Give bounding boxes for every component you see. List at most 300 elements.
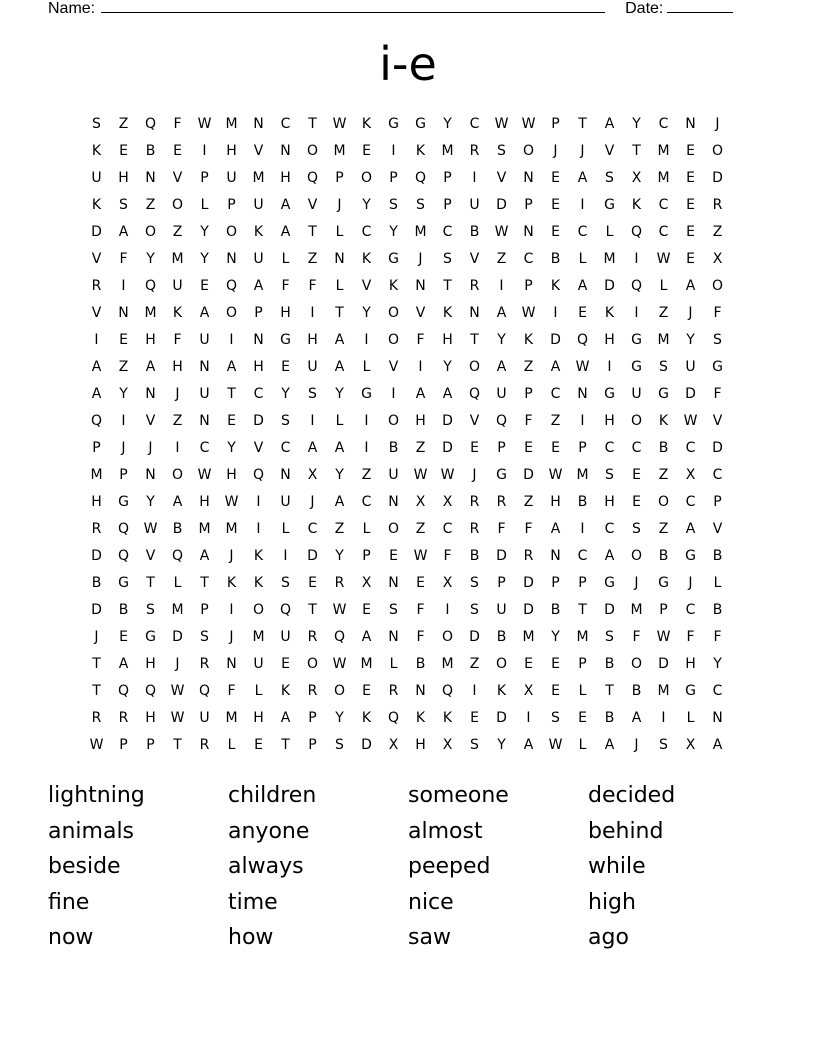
grid-letter: I [499, 278, 504, 294]
grid-letter: L [605, 224, 614, 240]
grid-letter: A [145, 359, 156, 375]
grid-letter: T [308, 224, 317, 240]
grid-letter: V [91, 251, 102, 267]
grid-letter: M [414, 224, 427, 240]
grid-letter: K [631, 197, 642, 213]
grid-letter: A [334, 359, 345, 375]
grid-letter: J [94, 629, 99, 645]
grid-letter: Q [576, 332, 589, 348]
grid-letter: M [576, 629, 589, 645]
grid-letter: M [90, 467, 103, 483]
grid-letter: P [551, 116, 560, 132]
grid-letter: I [202, 143, 207, 159]
grid-letter: U [199, 386, 210, 402]
grid-letter: L [659, 278, 668, 294]
grid-letter: S [146, 602, 155, 618]
grid-letter: G [658, 386, 669, 402]
grid-letter: P [443, 170, 452, 186]
grid-letter: B [604, 656, 615, 672]
grid-letter: V [469, 251, 480, 267]
grid-letter: M [360, 656, 373, 672]
grid-letter: D [307, 548, 318, 564]
grid-letter: D [469, 629, 480, 645]
grid-letter: F [416, 332, 425, 348]
grid-letter: M [603, 251, 616, 267]
grid-letter: R [91, 278, 102, 294]
grid-letter: L [578, 251, 587, 267]
grid-letter: N [415, 278, 426, 294]
grid-letter: G [145, 629, 156, 645]
grid-letter: U [685, 359, 696, 375]
grid-letter: P [524, 197, 533, 213]
grid-letter: X [442, 737, 453, 753]
grid-letter: C [442, 521, 453, 537]
grid-letter: E [200, 278, 209, 294]
grid-letter: Q [252, 467, 265, 483]
grid-letter: I [472, 170, 477, 186]
grid-letter: Q [441, 683, 454, 699]
grid-letter: B [496, 629, 507, 645]
grid-letter: I [256, 494, 261, 510]
grid-letter: I [229, 602, 234, 618]
grid-letter: O [225, 305, 238, 321]
grid-letter: M [657, 332, 670, 348]
grid-letter: H [253, 710, 264, 726]
grid-letter: A [307, 440, 318, 456]
grid-letter: V [253, 440, 264, 456]
grid-letter: S [632, 521, 641, 537]
grid-letter: A [577, 170, 588, 186]
grid-letter: C [604, 440, 615, 456]
grid-letter: N [253, 116, 264, 132]
grid-letter: T [92, 656, 101, 672]
grid-letter: P [308, 737, 317, 753]
grid-letter: C [577, 224, 588, 240]
date-blank-line[interactable] [667, 0, 733, 13]
grid-letter: Y [497, 737, 506, 753]
grid-letter: D [91, 224, 102, 240]
grid-letter: B [712, 548, 723, 564]
grid-letter: N [253, 332, 264, 348]
grid-letter: U [469, 197, 480, 213]
grid-letter: M [225, 521, 238, 537]
grid-letter: R [469, 278, 480, 294]
grid-letter: B [550, 602, 561, 618]
grid-letter: C [685, 602, 696, 618]
grid-letter: B [577, 494, 588, 510]
grid-letter: J [175, 656, 180, 672]
grid-letter: N [118, 305, 129, 321]
word-list-item: high [588, 889, 636, 915]
grid-letter: A [577, 278, 588, 294]
grid-letter: A [523, 737, 534, 753]
grid-letter: E [524, 440, 533, 456]
grid-letter: X [685, 467, 696, 483]
grid-letter: C [550, 386, 561, 402]
grid-letter: U [91, 170, 102, 186]
grid-letter: N [577, 386, 588, 402]
grid-letter: G [280, 332, 291, 348]
grid-letter: K [226, 575, 237, 591]
grid-letter: O [387, 332, 400, 348]
grid-letter: I [121, 413, 126, 429]
grid-letter: E [119, 143, 128, 159]
grid-letter: N [550, 548, 561, 564]
grid-letter: T [92, 683, 101, 699]
grid-letter: O [171, 197, 184, 213]
grid-letter: I [634, 305, 639, 321]
grid-letter: H [253, 359, 264, 375]
grid-letter: Y [389, 224, 398, 240]
grid-letter: X [442, 494, 453, 510]
grid-letter: C [469, 116, 480, 132]
grid-letter: H [604, 494, 615, 510]
grid-letter: A [91, 359, 102, 375]
grid-letter: H [280, 305, 291, 321]
grid-letter: R [523, 548, 534, 564]
grid-letter: U [631, 386, 642, 402]
grid-letter: Z [658, 467, 669, 483]
grid-letter: T [308, 116, 317, 132]
grid-letter: W [440, 467, 455, 483]
grid-letter: B [604, 710, 615, 726]
grid-letter: K [253, 548, 264, 564]
grid-letter: C [361, 494, 372, 510]
grid-letter: Z [172, 413, 183, 429]
grid-letter: S [281, 413, 290, 429]
grid-letter: A [496, 305, 507, 321]
grid-letter: A [334, 494, 345, 510]
grid-letter: W [494, 224, 509, 240]
grid-letter: B [469, 224, 480, 240]
word-list-item: always [228, 854, 304, 879]
word-list-item: how [228, 925, 274, 950]
grid-letter: P [92, 440, 101, 456]
grid-letter: Y [686, 332, 695, 348]
grid-letter: R [199, 737, 210, 753]
grid-letter: F [713, 629, 722, 645]
grid-letter: W [656, 629, 671, 645]
grid-letter: D [496, 548, 507, 564]
grid-letter: A [172, 494, 183, 510]
grid-letter: M [657, 143, 670, 159]
grid-letter: I [310, 305, 315, 321]
grid-letter: L [578, 683, 587, 699]
grid-letter: E [362, 602, 371, 618]
grid-letter: Q [333, 629, 346, 645]
grid-letter: E [362, 683, 371, 699]
grid-letter: G [604, 386, 615, 402]
grid-letter: S [605, 629, 614, 645]
grid-letter: W [143, 521, 158, 537]
grid-letter: Z [523, 359, 534, 375]
grid-letter: M [576, 467, 589, 483]
grid-letter: S [335, 737, 344, 753]
grid-letter: F [119, 251, 128, 267]
grid-letter: G [604, 575, 615, 591]
grid-letter: Y [200, 224, 209, 240]
grid-letter: P [335, 170, 344, 186]
grid-letter: J [229, 548, 234, 564]
grid-letter: P [524, 278, 533, 294]
grid-letter: A [334, 440, 345, 456]
grid-letter: M [441, 656, 454, 672]
grid-letter: Y [119, 386, 128, 402]
grid-letter: O [171, 467, 184, 483]
grid-letter: P [578, 440, 587, 456]
word-list-item: beside [48, 854, 121, 879]
grid-letter: H [442, 332, 453, 348]
grid-letter: T [632, 143, 641, 159]
grid-letter: S [470, 602, 479, 618]
grid-letter: J [229, 629, 234, 645]
grid-letter: R [469, 521, 480, 537]
grid-letter: K [361, 710, 372, 726]
grid-letter: C [307, 521, 318, 537]
grid-letter: Z [469, 656, 480, 672]
grid-letter: N [226, 251, 237, 267]
grid-letter: S [659, 737, 668, 753]
grid-letter: N [523, 224, 534, 240]
grid-letter: Z [334, 521, 345, 537]
grid-letter: E [362, 143, 371, 159]
grid-letter: L [389, 656, 398, 672]
grid-letter: P [308, 710, 317, 726]
grid-letter: O [441, 629, 454, 645]
grid-letter: M [252, 629, 265, 645]
grid-letter: N [523, 170, 534, 186]
grid-letter: F [308, 278, 317, 294]
word-list-item: anyone [228, 818, 310, 844]
grid-letter: B [172, 521, 183, 537]
grid-letter: P [443, 197, 452, 213]
grid-letter: Z [658, 521, 669, 537]
grid-letter: A [226, 359, 237, 375]
grid-letter: I [607, 359, 612, 375]
grid-letter: V [388, 359, 399, 375]
grid-letter: F [713, 386, 722, 402]
grid-letter: I [364, 440, 369, 456]
grid-letter: V [145, 413, 156, 429]
grid-letter: Z [550, 413, 561, 429]
word-list-item: lightning [48, 783, 145, 808]
grid-letter: V [469, 413, 480, 429]
grid-letter: K [280, 683, 291, 699]
grid-letter: K [361, 116, 372, 132]
grid-letter: D [712, 440, 723, 456]
grid-letter: S [443, 251, 452, 267]
grid-letter: H [415, 413, 426, 429]
grid-letter: F [497, 521, 506, 537]
grid-letter: G [361, 386, 372, 402]
grid-letter: Q [630, 224, 643, 240]
grid-letter: G [118, 494, 129, 510]
grid-letter: O [306, 143, 319, 159]
grid-letter: L [335, 224, 344, 240]
grid-letter: N [712, 710, 723, 726]
grid-letter: I [364, 332, 369, 348]
grid-letter: L [713, 575, 722, 591]
grid-letter: J [310, 494, 315, 510]
grid-letter: H [604, 413, 615, 429]
grid-letter: F [524, 521, 533, 537]
grid-letter: C [442, 224, 453, 240]
word-list-item: decided [588, 783, 676, 808]
grid-letter: B [91, 575, 102, 591]
grid-letter: G [685, 548, 696, 564]
grid-letter: P [578, 656, 587, 672]
grid-letter: W [332, 116, 347, 132]
name-blank-line[interactable] [101, 0, 605, 13]
grid-letter: R [307, 683, 318, 699]
grid-letter: M [198, 521, 211, 537]
grid-letter: F [416, 629, 425, 645]
grid-letter: J [715, 116, 720, 132]
grid-letter: P [713, 494, 722, 510]
grid-letter: P [200, 170, 209, 186]
letter-grid [83, 111, 731, 759]
grid-letter: O [711, 143, 724, 159]
grid-letter: B [388, 440, 399, 456]
grid-letter: W [170, 710, 185, 726]
grid-letter: U [253, 197, 264, 213]
grid-letter: A [118, 224, 129, 240]
grid-letter: W [413, 467, 428, 483]
grid-letter: J [688, 305, 693, 321]
grid-letter: N [415, 683, 426, 699]
grid-letter: N [334, 251, 345, 267]
grid-letter: U [199, 710, 210, 726]
grid-letter: J [688, 575, 693, 591]
grid-letter: Q [198, 683, 211, 699]
grid-letter: W [683, 413, 698, 429]
grid-letter: Z [118, 116, 129, 132]
grid-letter: M [252, 170, 265, 186]
grid-letter: V [496, 170, 507, 186]
grid-letter: T [335, 305, 344, 321]
grid-letter: O [387, 305, 400, 321]
grid-letter: Q [90, 413, 103, 429]
grid-letter: M [657, 170, 670, 186]
date-label: Date: [625, 0, 664, 17]
grid-letter: I [283, 548, 288, 564]
grid-letter: D [523, 602, 534, 618]
grid-letter: U [172, 278, 183, 294]
grid-letter: B [145, 143, 156, 159]
grid-letter: S [470, 575, 479, 591]
grid-letter: I [526, 710, 531, 726]
grid-letter: H [415, 737, 426, 753]
grid-letter: O [225, 224, 238, 240]
grid-letter: S [389, 197, 398, 213]
grid-letter: D [604, 602, 615, 618]
grid-letter: H [226, 467, 237, 483]
grid-letter: R [91, 710, 102, 726]
grid-letter: C [253, 386, 264, 402]
grid-letter: V [145, 548, 156, 564]
grid-letter: F [173, 332, 182, 348]
grid-letter: K [496, 683, 507, 699]
grid-letter: S [200, 629, 209, 645]
grid-letter: W [494, 116, 509, 132]
grid-letter: F [713, 305, 722, 321]
grid-letter: H [145, 332, 156, 348]
grid-letter: Q [225, 278, 238, 294]
grid-letter: E [686, 170, 695, 186]
word-list-item: behind [588, 818, 664, 844]
grid-letter: Q [306, 170, 319, 186]
grid-letter: A [199, 305, 210, 321]
grid-letter: N [388, 629, 399, 645]
grid-letter: R [91, 521, 102, 537]
grid-letter: Y [335, 386, 344, 402]
grid-letter: R [388, 683, 399, 699]
grid-letter: A [280, 197, 291, 213]
grid-letter: S [281, 575, 290, 591]
grid-letter: E [686, 251, 695, 267]
grid-letter: P [227, 197, 236, 213]
grid-letter: O [522, 143, 535, 159]
grid-letter: A [442, 386, 453, 402]
grid-letter: T [443, 278, 452, 294]
grid-letter: G [388, 116, 399, 132]
grid-letter: D [91, 602, 102, 618]
grid-letter: W [521, 305, 536, 321]
grid-letter: S [605, 467, 614, 483]
grid-letter: A [685, 278, 696, 294]
grid-letter: Z [118, 359, 129, 375]
grid-letter: Q [171, 548, 184, 564]
grid-letter: K [388, 278, 399, 294]
grid-letter: E [470, 710, 479, 726]
grid-letter: E [281, 359, 290, 375]
grid-letter: N [199, 413, 210, 429]
worksheet-header [48, 0, 733, 18]
grid-letter: D [496, 197, 507, 213]
word-list-item: now [48, 925, 94, 950]
grid-letter: E [578, 710, 587, 726]
grid-letter: C [631, 440, 642, 456]
grid-letter: I [256, 521, 261, 537]
grid-letter: G [631, 332, 642, 348]
grid-letter: I [634, 251, 639, 267]
grid-letter: L [227, 737, 236, 753]
grid-letter: S [470, 737, 479, 753]
grid-letter: Q [630, 278, 643, 294]
word-list-item: ago [588, 925, 629, 950]
grid-letter: H [199, 494, 210, 510]
grid-letter: H [280, 170, 291, 186]
grid-letter: V [253, 143, 264, 159]
grid-letter: Y [281, 386, 290, 402]
grid-letter: P [389, 170, 398, 186]
grid-letter: U [496, 602, 507, 618]
grid-letter: E [227, 413, 236, 429]
grid-letter: H [172, 359, 183, 375]
grid-letter: T [173, 737, 182, 753]
grid-letter: Y [443, 116, 452, 132]
grid-letter: H [118, 170, 129, 186]
grid-letter: H [145, 656, 156, 672]
grid-letter: C [685, 494, 696, 510]
grid-letter: E [470, 440, 479, 456]
grid-letter: V [91, 305, 102, 321]
grid-letter: U [253, 251, 264, 267]
grid-letter: A [685, 521, 696, 537]
word-list-item: peeped [408, 854, 491, 879]
grid-letter: P [524, 386, 533, 402]
grid-letter: K [91, 197, 102, 213]
